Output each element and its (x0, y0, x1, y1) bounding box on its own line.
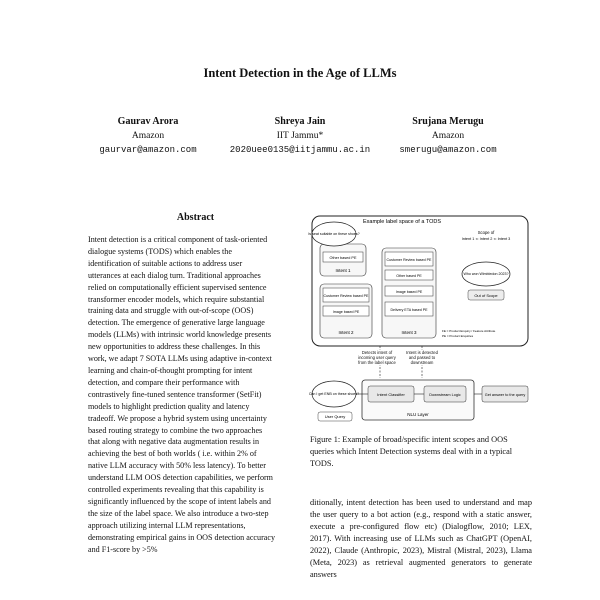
legend-line-2: PE = Product Enquiries (442, 334, 474, 338)
intent-3-box-3-text: Image based PE (395, 290, 423, 294)
intent-1-label: Intent 1 (335, 268, 351, 273)
body-text: ditionally, intent detection has been used to understand and map the user query to a bot action (e.g., respond with a static answer, execute a pre-configured flow etc) (Dialogflow, 2010; LEX, 2017). With increasing use of LLMs such as ChatGPT (OpenAI, 2022), Claude (Anthropic, 2023), Mistral (Mistral, 2023), Llama (Meta, 2023) as retrieval augmented generators to generate answers (310, 498, 532, 579)
intent-3-box-1-text: Customer Review based PE (386, 258, 432, 262)
get-answer-text: Get answer to the query (484, 393, 526, 397)
label-space-header: Example label space of a TODS (362, 219, 442, 225)
author-email: smerugu@amazon.com (399, 145, 497, 155)
oos-bubble-text: Who won Wimbledon 2023? (463, 272, 509, 276)
scope-label: Scope of (477, 230, 495, 235)
intent-classifier-text: Intent Classifier (377, 392, 405, 397)
arrow-pass-annotation: Intent is detected and passed to downstream (404, 350, 440, 365)
author-email: 2020uee0135@iitjammu.ac.in (229, 145, 371, 155)
user-query-label: User Query (324, 414, 346, 419)
author-name: Srujana Merugu (412, 116, 484, 127)
legend-line-1: FE = Product Enquiry / Feature Attribute (442, 329, 496, 333)
intent-2-label: Intent 2 (338, 330, 354, 335)
intent-3-box-2-text: Other based PE (396, 274, 422, 278)
intent-3-box-4-text: Delivery ETA based PE (390, 308, 428, 312)
author-name: Shreya Jain (274, 116, 326, 127)
intent-2-box-2-text: Image based PE (332, 310, 360, 314)
abstract-text: Intent detection is a critical component of task-oriented dialogue systems (TODS) which enables the identification of suitable actions to address user utterances at each dialog turn. Traditional approaches relied on computationally efficient supervised sentence transformer encoder models, which require substantial training data and struggle with out-of-scope (OOS) detection. The emergence of generative large language models (LLMs) with intrinsic world knowledge presents new opportunities to address these challenges. In this work, we adapt 7 SOTA LLMs using adaptive in-context learning and chain-of-thought prompting for intent detection, and compare their performance with contrastively fine-tuned sentence transformer (SetFit) models to highlight prediction quality and latency tradeoff. We propose a hybrid system using uncertainty based routing strategy to combine the two approaches that along with negative data augmentation results in achieving the best of both worlds ( i.e. within 2% of native LLM accuracy with 50% less latency). To better understand LLM OOS detection capabilities, we perform controlled experiments revealing that this capability is significantly influenced by the scope of intent labels and the size of the label space. We also introduce a two-step approach utilizing internal LLM representations, demonstrating empirical gains in OOS detection accuracy and F1-score by >5% (88, 235, 275, 554)
downstream-text: Downstream Logic (429, 393, 461, 397)
oos-label: Out of Scope (474, 293, 498, 298)
author-email: gaurvar@amazon.com (99, 145, 197, 155)
author-affiliation: Amazon (431, 131, 465, 141)
arrow-detect-annotation: Detects intent of incoming user query from the label space (354, 350, 400, 365)
author-affiliation: IIT Jammu* (276, 131, 324, 141)
author-block-3 (348, 115, 548, 157)
intent-3-label: Intent 3 (401, 330, 417, 335)
scope-value: Intent 1 ⊂ Intent 2 ⊂ Intent 3 (461, 237, 511, 241)
intent-1-box-text: Other based PE (329, 256, 357, 260)
paper-title: Intent Detection in the Age of LLMs (203, 66, 397, 80)
figure-caption: Figure 1: Example of broad/specific intent scopes and OOS queries which Intent Detection systems deal with in a typical TODS. (310, 435, 513, 468)
is-seat-bubble-text: Is seat suitable on these shoes? (308, 232, 360, 236)
author-affiliation: Amazon (131, 131, 165, 141)
abstract-heading: Abstract (176, 212, 215, 223)
nlu-layer-label: NLU Layer (407, 412, 429, 417)
figure-1-diagram (306, 208, 536, 430)
intent-2-box-1-text: Customer Review based PE (323, 294, 369, 298)
user-query-bubble-text: Can I get ENB on these shoes? (308, 392, 360, 396)
author-name: Gaurav Arora (117, 116, 179, 127)
